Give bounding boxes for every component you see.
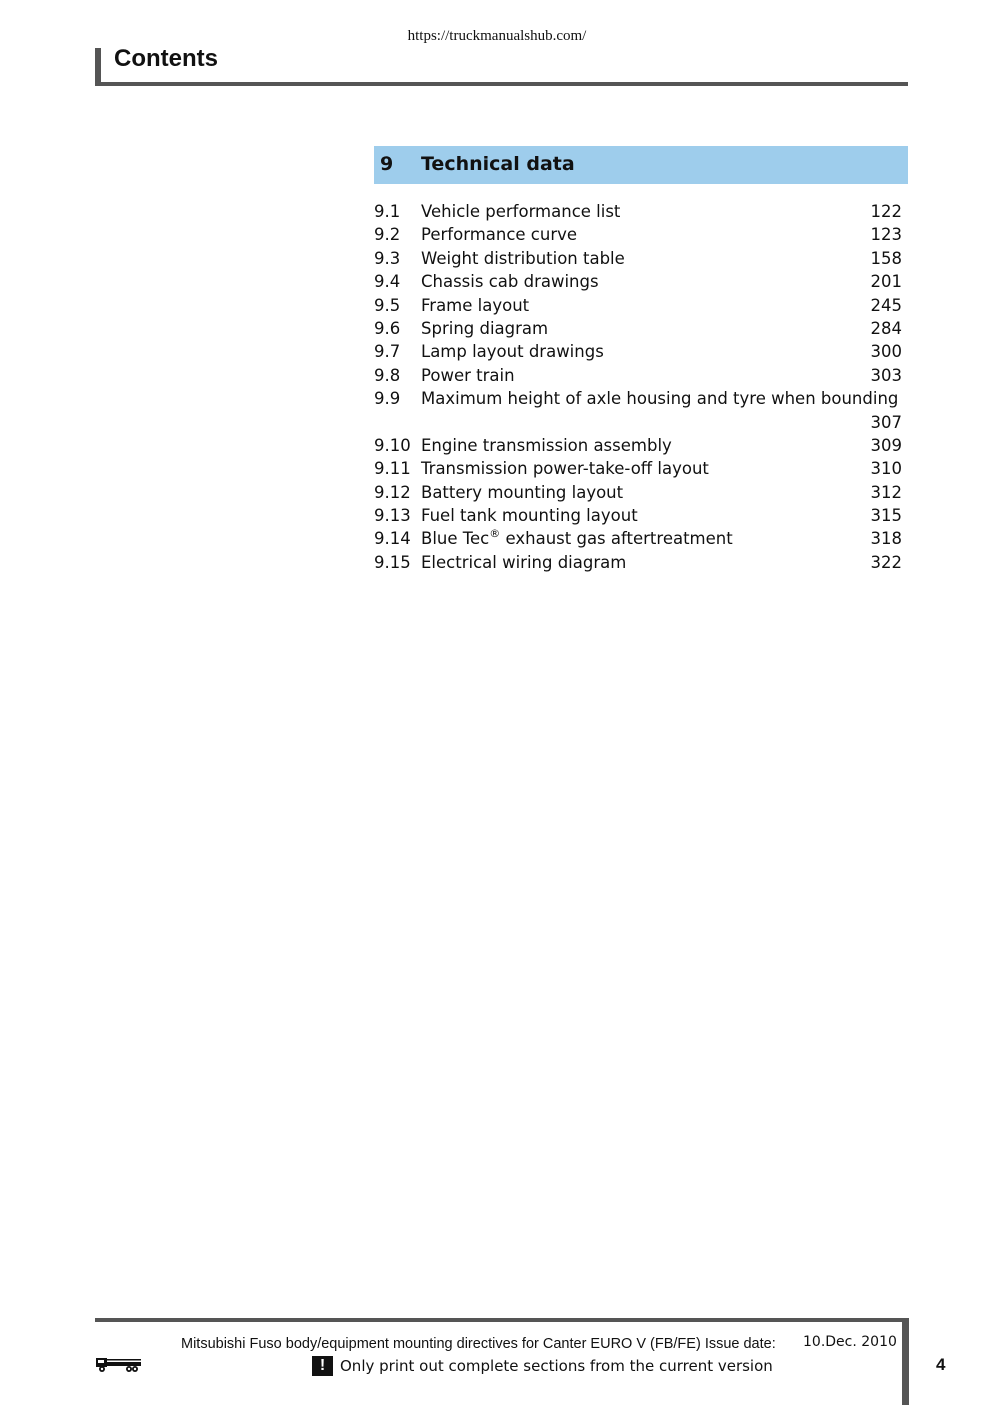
toc-entry[interactable] [374, 225, 902, 248]
toc-page: 318 [870, 529, 902, 549]
toc-page: 158 [870, 248, 902, 268]
title-accent-bar [95, 48, 101, 86]
page-title: Contents [114, 45, 218, 72]
toc-label: Electrical wiring diagram [421, 552, 627, 572]
toc-entry[interactable] [374, 202, 902, 225]
toc-label: Maximum height of axle housing and tyre when bounding [421, 389, 899, 409]
toc-label: Chassis cab drawings [421, 272, 599, 292]
toc-entry[interactable] [374, 529, 902, 552]
toc-entry[interactable] [374, 249, 902, 272]
toc-label: Performance curve [421, 225, 578, 245]
toc-number: 9.7 [374, 342, 401, 362]
toc-number: 9.14 [374, 529, 411, 549]
toc-page: 123 [870, 225, 902, 245]
section-title: Technical data [421, 153, 575, 175]
footer-print-notice: Only print out complete sections from the current version [340, 1357, 773, 1375]
issue-date: 10.Dec. 2010 [803, 1334, 897, 1350]
toc-number: 9.10 [374, 435, 411, 455]
toc-label: Frame layout [421, 295, 530, 315]
toc-number: 9.4 [374, 272, 401, 292]
toc-number: 9.15 [374, 552, 411, 572]
toc-entry[interactable] [374, 506, 902, 529]
toc-label: Spring diagram [421, 318, 549, 338]
toc-label-text: Blue Tec [421, 529, 490, 549]
toc-page: 315 [870, 506, 902, 526]
toc-number: 9.5 [374, 295, 401, 315]
toc-label-text: exhaust gas aftertreatment [500, 529, 733, 549]
toc-label: Vehicle performance list [421, 202, 621, 221]
toc-number: 9.11 [374, 459, 411, 479]
toc-label [421, 529, 733, 548]
toc-entry[interactable] [374, 342, 902, 365]
footer-accent-bar [902, 1318, 909, 1405]
section-number: 9 [380, 153, 394, 175]
toc-number: 9.13 [374, 506, 411, 526]
toc-entry[interactable] [374, 366, 902, 389]
toc-entry[interactable] [374, 483, 902, 506]
toc-entry[interactable] [374, 296, 902, 319]
toc-number: 9.3 [374, 248, 401, 268]
source-url[interactable]: https://truckmanualshub.com/ [407, 28, 587, 44]
toc-page: 322 [870, 552, 902, 572]
title-divider [95, 82, 908, 86]
toc-page: 201 [870, 272, 902, 292]
warning-icon: ! [312, 1356, 333, 1376]
toc-label: Engine transmission assembly [421, 435, 672, 455]
registered-mark: ® [489, 527, 501, 541]
toc-entry[interactable] [374, 553, 902, 576]
toc-page: 245 [870, 295, 902, 315]
toc-label: Power train [421, 365, 515, 385]
toc-page: 310 [870, 459, 902, 479]
toc-label: Lamp layout drawings [421, 342, 604, 362]
toc-entry[interactable] [374, 459, 902, 482]
truck-icon [95, 1355, 142, 1373]
footer-document-title: Mitsubishi Fuso body/equipment mounting directives for Canter EURO V (FB/FE) Issue date: [181, 1336, 776, 1352]
toc-page: 284 [870, 318, 902, 338]
toc-entry[interactable] [374, 436, 902, 459]
toc-page: 300 [870, 342, 902, 362]
toc-page: 309 [870, 435, 902, 455]
toc-label: Weight distribution table [421, 248, 625, 268]
section-heading [374, 146, 908, 184]
toc-page: 307 [870, 412, 902, 432]
toc-number: 9.9 [374, 389, 401, 409]
toc-label: Fuel tank mounting layout [421, 506, 638, 526]
toc-number: 9.8 [374, 365, 401, 385]
toc-number: 9.6 [374, 318, 401, 338]
toc-list [374, 202, 902, 576]
toc-entry[interactable] [374, 389, 902, 436]
toc-page: 312 [870, 482, 902, 502]
toc-entry[interactable] [374, 272, 902, 295]
toc-page: 122 [870, 202, 902, 221]
toc-label: Battery mounting layout [421, 482, 624, 502]
toc-number: 9.1 [374, 202, 401, 221]
page-number: 4 [936, 1355, 946, 1374]
footer-divider [95, 1318, 908, 1322]
toc-label: Transmission power-take-off layout [421, 459, 709, 479]
toc-number: 9.12 [374, 482, 411, 502]
toc-page: 303 [870, 365, 902, 385]
toc-number: 9.2 [374, 225, 401, 245]
toc-entry[interactable] [374, 319, 902, 342]
